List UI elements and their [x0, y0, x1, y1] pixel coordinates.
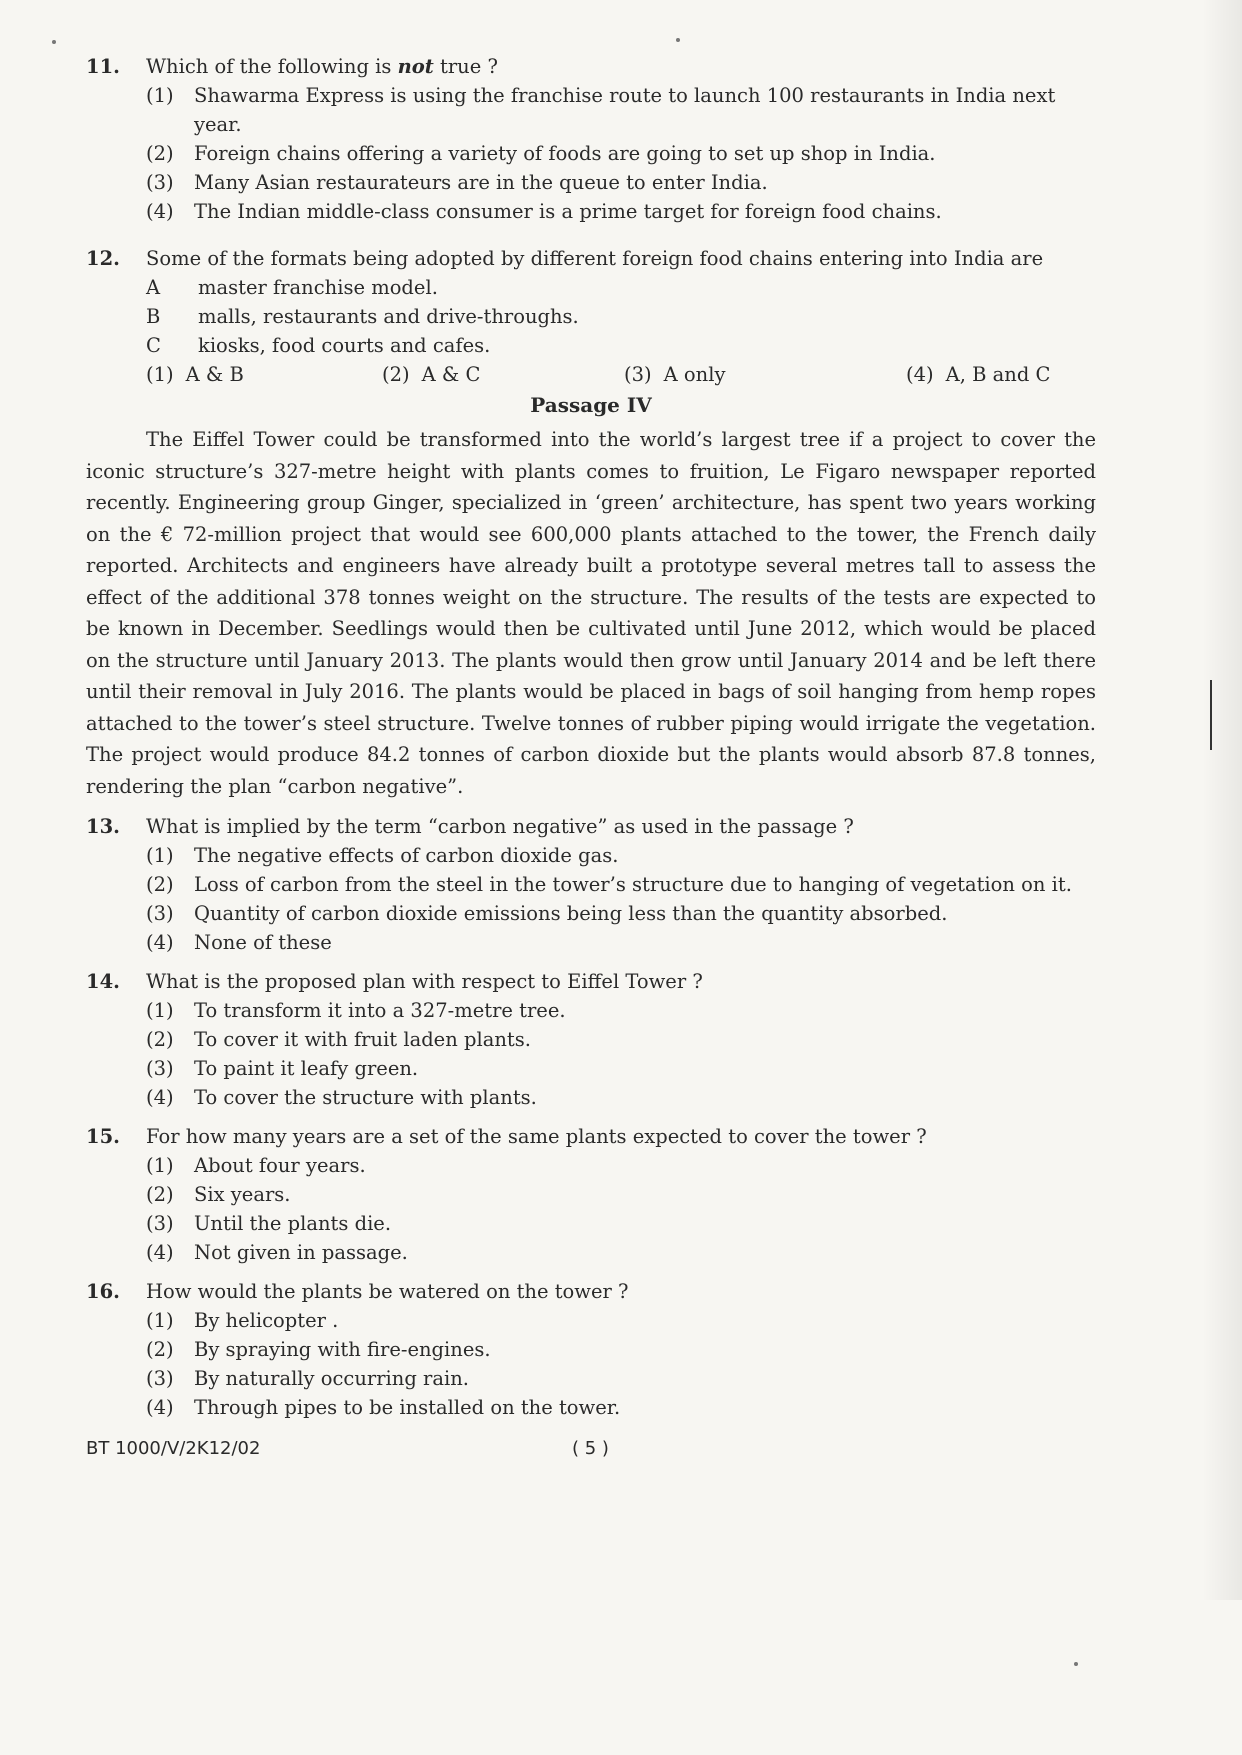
option-4: (4) None of these [146, 931, 332, 954]
question-number: 15. [86, 1125, 120, 1148]
question-16 [86, 1277, 1096, 1422]
option-2: (2) Loss of carbon from the steel in the tower’s structure due to hanging of vegetation on it. [146, 873, 1072, 896]
option-3: (3) Until the plants die. [146, 1212, 392, 1235]
option-4: (4) To cover the structure with plants. [146, 1086, 537, 1109]
question-number: 12. [86, 247, 120, 270]
question-11 [86, 52, 1096, 226]
page-edge-shadow [1202, 0, 1242, 1600]
margin-mark [1210, 680, 1212, 750]
option-2: (2) Six years. [146, 1183, 291, 1206]
choice-2: (2) A & C [382, 363, 481, 386]
item-b: B malls, restaurants and drive-throughs. [146, 305, 579, 328]
option-1: (1) To transform it into a 327-metre tree. [146, 999, 566, 1022]
scan-speck [676, 38, 680, 42]
page-number: ( 5 ) [572, 1438, 609, 1459]
scan-speck [52, 40, 56, 44]
passage-text: The Eiffel Tower could be transformed into the world’s largest tree if a project to cover the iconic structure’s 327-metre height with plants comes to fruition, Le Figaro newspaper reported recently. Engineering group Ginger, specialized in ‘green’ architecture, has spent two years working on the € 72-million project that would see 600,000 plants attached to the tower, the French daily reported. Architects and engineers have already built a prototype several metres tall to assess the effect of the additional 378 tonnes weight on the structure. The results of the tests are expected to be known in December. Seedlings would then be cultivated until June 2012, which would be placed on the structure until January 2013. The plants would then grow until January 2014 and be left there until their removal in July 2016. The plants would be placed in bags of soil hanging from hemp ropes attached to the tower’s steel structure. Twelve tonnes of rubber piping would irrigate the vegetation. The project would produce 84.2 tonnes of carbon dioxide but the plants would absorb 87.8 tonnes, rendering the plan “carbon negative”. [86, 428, 1096, 798]
question-text: Which of the following is not true ? [146, 55, 498, 78]
question-14 [86, 967, 1096, 1112]
question-text: How would the plants be watered on the tower ? [146, 1280, 629, 1303]
option-1: (1) The negative effects of carbon dioxide gas. [146, 844, 619, 867]
passage-title: Passage IV [530, 393, 652, 417]
question-13 [86, 812, 1096, 957]
option-3: (3) Quantity of carbon dioxide emissions being less than the quantity absorbed. [146, 902, 948, 925]
choice-4: (4) A, B and C [906, 363, 1051, 386]
answer-choices [146, 360, 1096, 389]
question-number: 16. [86, 1280, 120, 1303]
question-text: Some of the formats being adopted by different foreign food chains entering into India are [146, 247, 1044, 270]
question-number: 11. [86, 55, 120, 78]
option-2: (2) Foreign chains offering a variety of foods are going to set up shop in India. [146, 142, 936, 165]
question-text: What is implied by the term “carbon negative” as used in the passage ? [146, 815, 854, 838]
question-number: 14. [86, 970, 120, 993]
option-4: (4) The Indian middle-class consumer is a prime target for foreign food chains. [146, 200, 942, 223]
option-4: (4) Through pipes to be installed on the tower. [146, 1396, 621, 1419]
item-a: A master franchise model. [146, 276, 438, 299]
option-2: (2) To cover it with fruit laden plants. [146, 1028, 531, 1051]
booklet-code: BT 1000/V/2K12/02 [86, 1438, 261, 1459]
option-3: (3) By naturally occurring rain. [146, 1367, 469, 1390]
option-4: (4) Not given in passage. [146, 1241, 408, 1264]
question-text: For how many years are a set of the same plants expected to cover the tower ? [146, 1125, 927, 1148]
option-3: (3) To paint it leafy green. [146, 1057, 419, 1080]
question-12 [86, 244, 1096, 389]
scan-speck [1074, 1662, 1078, 1666]
question-content [86, 52, 1096, 1422]
question-15 [86, 1122, 1096, 1267]
option-1: (1) About four years. [146, 1154, 366, 1177]
choice-3: (3) A only [624, 363, 726, 386]
question-text: What is the proposed plan with respect to Eiffel Tower ? [146, 970, 703, 993]
item-c: C kiosks, food courts and cafes. [146, 334, 491, 357]
option-3: (3) Many Asian restaurateurs are in the queue to enter India. [146, 171, 768, 194]
option-1: (1) Shawarma Express is using the franchise route to launch 100 restaurants in India next year. [146, 84, 1056, 136]
choice-1: (1) A & B [146, 363, 244, 386]
option-1: (1) By helicopter . [146, 1309, 339, 1332]
question-number: 13. [86, 815, 120, 838]
option-2: (2) By spraying with fire-engines. [146, 1338, 491, 1361]
